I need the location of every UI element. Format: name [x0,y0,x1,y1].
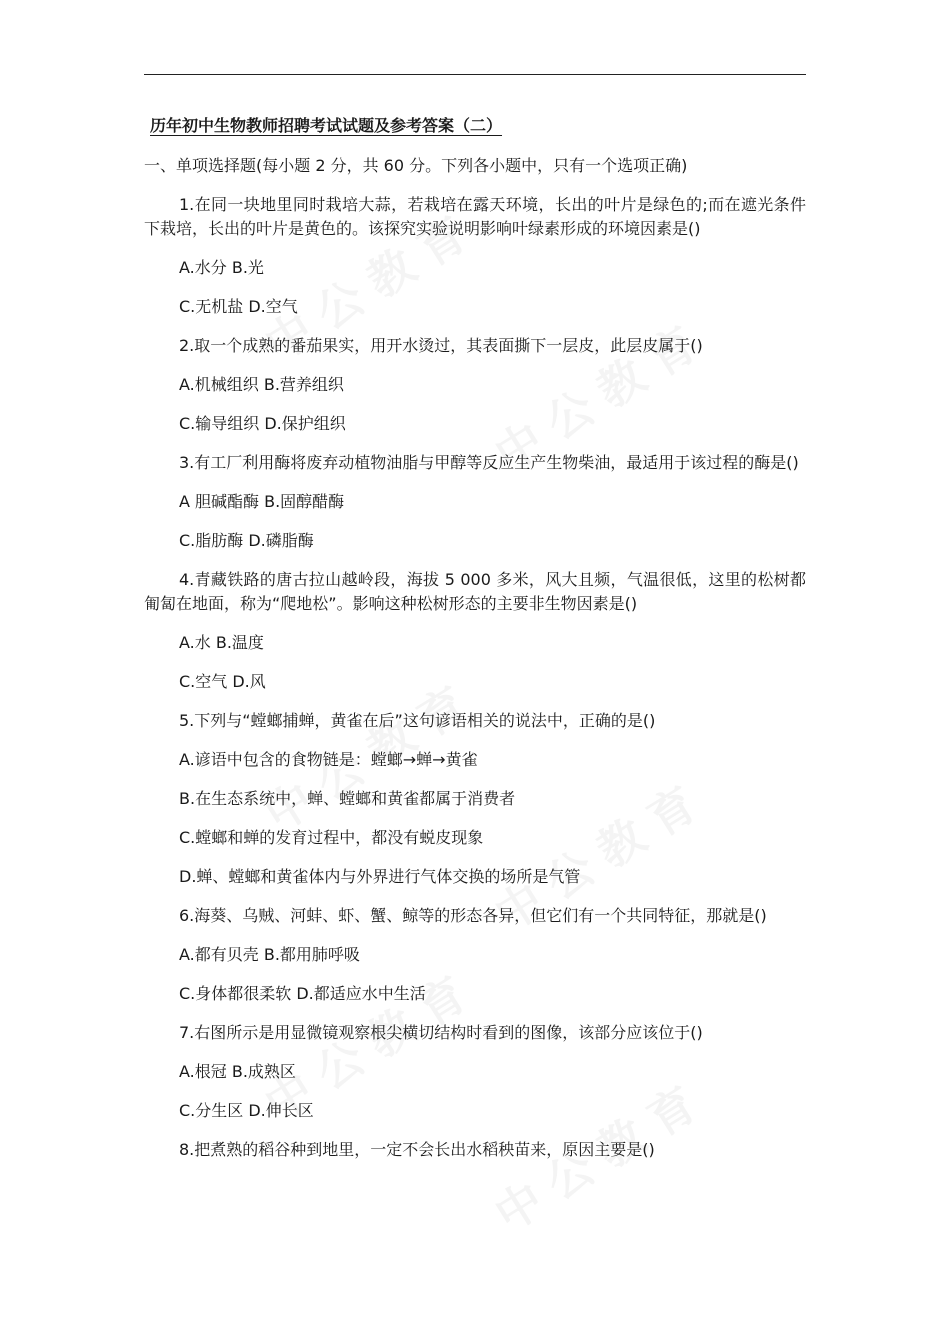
question-1 [144,193,806,319]
question-6 [144,904,806,1006]
option-line: A.水分 B.光 [179,258,264,277]
question-2 [144,334,806,436]
option-line: D.蝉、螳螂和黄雀体内与外界进行气体交换的场所是气管 [179,867,581,886]
question-text: 3.有工厂利用酶将废弃动植物油脂与甲醇等反应生产生物柴油，最适用于该过程的酶是() [179,453,799,472]
option-line: A.谚语中包含的食物链是：螳螂→蝉→黄雀 [179,750,478,769]
question-7 [144,1021,806,1123]
option-line: C.身体都很柔软 D.都适应水中生活 [179,984,426,1003]
question-text: 7.右图所示是用显微镜观察根尖横切结构时看到的图像，该部分应该位于() [179,1023,703,1042]
question-8 [144,1138,806,1162]
question-5 [144,709,806,889]
document-title: 历年初中生物教师招聘考试试题及参考答案（二） [150,116,503,135]
option-line: A.机械组织 B.营养组织 [179,375,344,394]
question-text: 1.在同一块地里同时栽培大蒜，若栽培在露天环境，长出的叶片是绿色的;而在遮光条件下栽培，长出的叶片是黄色的。该探究实验说明影响叶绿素形成的环境因素是() [144,195,806,238]
question-text: 2.取一个成熟的番茄果实，用开水烫过，其表面撕下一层皮，此层皮属于() [179,336,703,355]
question-3 [144,451,806,553]
option-line: A 胆碱酯酶 B.固醇醋酶 [179,492,345,511]
question-text: 8.把煮熟的稻谷种到地里，一定不会长出水稻秧苗来，原因主要是() [179,1140,655,1159]
option-line: C.无机盐 D.空气 [179,297,298,316]
section-heading: 一、单项选择题(每小题 2 分，共 60 分。下列各小题中，只有一个选项正确) [144,156,688,175]
option-line: A.水 B.温度 [179,633,264,652]
document-body [144,114,806,1177]
option-line: C.螳螂和蝉的发育过程中，都没有蜕皮现象 [179,828,484,847]
question-text: 5.下列与“螳螂捕蝉，黄雀在后”这句谚语相关的说法中，正确的是() [179,711,656,730]
option-line: A.都有贝壳 B.都用肺呼吸 [179,945,360,964]
option-line: A.根冠 B.成熟区 [179,1062,296,1081]
question-text: 6.海葵、乌贼、河蚌、虾、蟹、鲸等的形态各异，但它们有一个共同特征，那就是() [179,906,767,925]
header-rule [144,74,806,75]
question-text: 4.青藏铁路的唐古拉山越岭段，海拔 5 000 多米，风大且频，气温很低，这里的松树都匍匐在地面，称为“爬地松”。影响这种松树形态的主要非生物因素是() [144,570,806,613]
option-line: C.空气 D.风 [179,672,266,691]
option-line: C.分生区 D.伸长区 [179,1101,314,1120]
option-line: B.在生态系统中，蝉、螳螂和黄雀都属于消费者 [179,789,516,808]
question-4 [144,568,806,694]
option-line: C.脂肪酶 D.磷脂酶 [179,531,314,550]
option-line: C.输导组织 D.保护组织 [179,414,346,433]
